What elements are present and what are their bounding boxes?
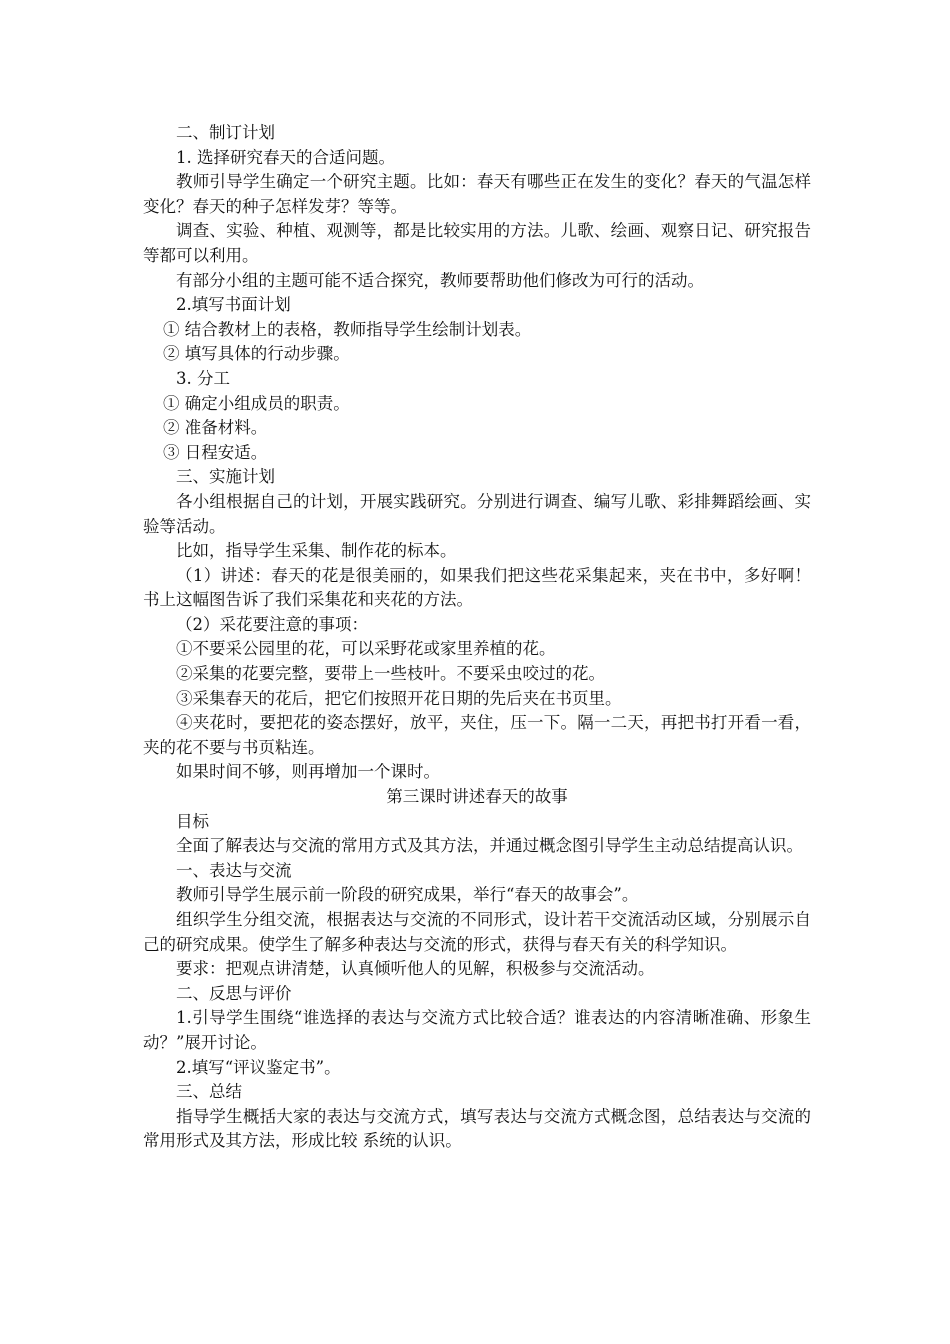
section-heading: 二、制订计划 — [176, 123, 275, 142]
paragraph: 比如，指导学生采集、制作花的标本。 — [176, 541, 457, 561]
paragraph: 教师引导学生确定一个研究主题。比如：春天有哪些正在发生的变化？春天的气温怎样变化？春天的种子怎样发芽？等等。 — [143, 172, 811, 216]
lesson-title: 第三课时讲述春天的故事 — [386, 787, 568, 807]
paragraph: 有部分小组的主题可能不适合探究，教师要帮助他们修改为可行的活动。 — [176, 270, 704, 290]
list-item: ② 填写具体的行动步骤。 — [163, 344, 350, 364]
list-item: ① 结合教材上的表格，教师指导学生绘制计划表。 — [163, 319, 532, 339]
paragraph: 调查、实验、种植、观测等，都是比较实用的方法。儿歌、绘画、观察日记、研究报告等都可以利用。 — [143, 221, 811, 265]
paragraph: 教师引导学生展示前一阶段的研究成果，举行“春天的故事会”。 — [176, 885, 639, 905]
paragraph: 各小组根据自己的计划，开展实践研究。分别进行调查、编写儿歌、彩排舞蹈绘画、实验等活动。 — [143, 491, 811, 536]
list-item: ④夹花时，要把花的姿态摆好，放平，夹住，压一下。隔一二天，再把书打开看一看，夹的花不要与书页粘连。 — [143, 713, 811, 757]
paragraph: （1）讲述：春天的花是很美丽的，如果我们把这些花采集起来，夹在书中，多好啊！书上这幅图告诉了我们采集花和夹花的方法。 — [143, 565, 811, 610]
subsection-heading: 1. 选择研究春天的合适问题。 — [176, 147, 395, 167]
list-item: ① 确定小组成员的职责。 — [163, 393, 350, 413]
section-heading: 三、总结 — [176, 1082, 242, 1102]
section-heading: 二、反思与评价 — [176, 983, 292, 1003]
section-heading: 一、表达与交流 — [176, 860, 292, 880]
paragraph: 全面了解表达与交流的常用方式及其方法，并通过概念图引导学生主动总结提高认识。 — [176, 836, 803, 856]
list-item: ②采集的花要完整，要带上一些枝叶。不要采虫咬过的花。 — [176, 664, 605, 684]
paragraph: 如果时间不够，则再增加一个课时。 — [176, 762, 440, 782]
list-item: ② 准备材料。 — [163, 418, 268, 438]
paragraph: 1.引导学生围绕“谁选择的表达与交流方式比较合适？谁表达的内容清晰准确、形象生动？”展开讨论。 — [143, 1008, 811, 1052]
subsection-heading: 2.填写书面计划 — [176, 295, 291, 315]
list-item: ③ 日程安适。 — [163, 442, 268, 462]
subsection-heading: 3. 分工 — [176, 368, 230, 388]
document-body — [143, 121, 811, 1154]
paragraph: 指导学生概括大家的表达与交流方式，填写表达与交流方式概念图，总结表达与交流的常用形式及其方法，形成比较 系统的认识。 — [143, 1106, 811, 1151]
list-item: ③采集春天的花后，把它们按照开花日期的先后夹在书页里。 — [176, 688, 622, 708]
section-heading: 目标 — [176, 811, 209, 831]
paragraph: 2.填写“评议鉴定书”。 — [176, 1057, 341, 1077]
paragraph: 组织学生分组交流，根据表达与交流的不同形式，设计若干交流活动区域，分别展示自己的研究成果。使学生了解多种表达与交流的形式，获得与春天有关的科学知识。 — [143, 910, 811, 954]
paragraph: （2）采花要注意的事项： — [176, 614, 368, 634]
paragraph: 要求：把观点讲清楚，认真倾听他人的见解，积极参与交流活动。 — [176, 959, 655, 979]
list-item: ①不要采公园里的花，可以采野花或家里养植的花。 — [176, 639, 556, 659]
section-heading: 三、实施计划 — [176, 467, 275, 487]
